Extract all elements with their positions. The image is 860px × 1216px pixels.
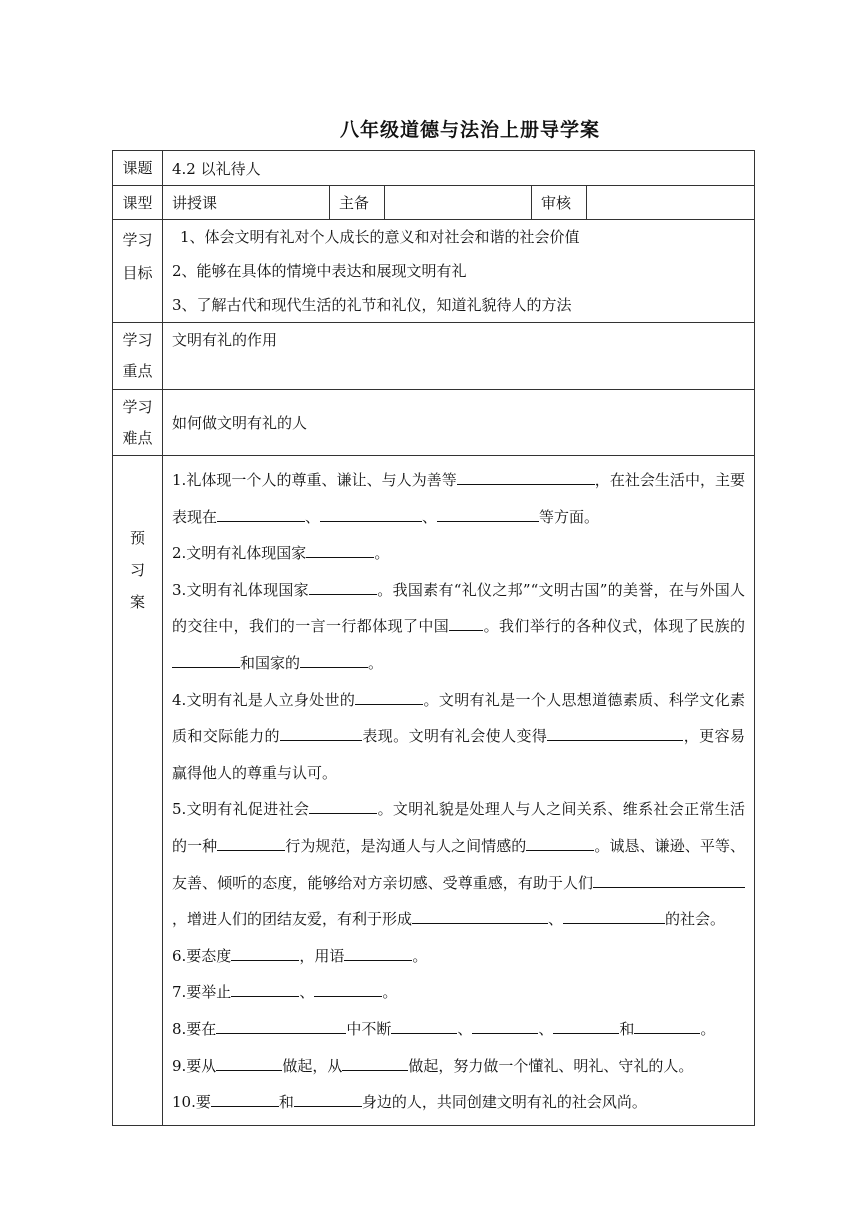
answer-blank [593, 872, 745, 888]
lesson-row [113, 151, 755, 186]
page-title [0, 115, 860, 142]
answer-blank [216, 1055, 282, 1071]
answer-blank [320, 506, 422, 522]
question-text: 。 [700, 1019, 716, 1038]
answer-blank [216, 1018, 346, 1034]
question-text: 八年级道德与法治上册导学案 [339, 119, 600, 141]
answer-blank [355, 689, 423, 705]
question-9 [172, 1048, 745, 1085]
question-text: 的社会。 [665, 910, 726, 929]
answer-blank [231, 981, 299, 997]
focus-label-line: 重点 [122, 362, 153, 380]
answer-blank [449, 615, 483, 631]
type-value: 讲授课 [163, 186, 330, 220]
answer-blank [437, 506, 539, 522]
answer-blank [563, 908, 665, 924]
answer-blank [309, 798, 377, 814]
goal-item: 3、了解古代和现代生活的礼节和礼仪，知道礼貌待人的方法 [172, 296, 572, 314]
main-label: 主备 [330, 186, 385, 220]
question-text: 。诚恳、谦逊、平等、友善、倾听的态度，能够给对方亲切感、受尊重感，有助于人们 [172, 836, 746, 892]
goal-item: 2、能够在具体的情境中表达和展现文明有礼 [172, 262, 467, 280]
question-text: 。文明有礼是一个人思想道德素质、科学文化素质和交际能力的 [172, 690, 746, 746]
answer-blank [526, 835, 594, 851]
difficulty-value: 如何做文明有礼的人 [163, 390, 755, 456]
answer-blank [412, 908, 548, 924]
focus-value: 文明有礼的作用 [163, 323, 755, 390]
question-text: 6.要态度 [172, 946, 232, 965]
lesson-label: 课题 [113, 151, 163, 186]
answer-blank [391, 1018, 457, 1034]
question-text: 做起，从 [282, 1056, 343, 1075]
question-8 [172, 1011, 745, 1048]
difficulty-label [113, 390, 163, 456]
question-text: 、 [457, 1019, 473, 1038]
answer-blank [306, 542, 374, 558]
answer-blank [280, 725, 362, 741]
question-text: 。 [374, 544, 390, 563]
preview-label [113, 456, 163, 1126]
question-text: 7.要举止 [172, 983, 232, 1002]
question-text: 、 [305, 507, 321, 526]
goal-item: 1、体会文明有礼对个人成长的意义和对社会和谐的社会价值 [180, 228, 580, 246]
question-text: 和 [619, 1019, 635, 1038]
question-text: 。 [368, 653, 384, 672]
question-text: 2.文明有礼体现国家 [172, 544, 307, 563]
question-text: 8.要在 [172, 1019, 217, 1038]
focus-label-line: 学习 [122, 331, 153, 349]
answer-blank [294, 1091, 362, 1107]
question-10 [172, 1084, 745, 1121]
question-text: 4.文明有礼是人立身处世的 [172, 690, 356, 709]
question-text: 身边的人，共同创建文明有礼的社会风尚。 [361, 1093, 647, 1112]
answer-blank [172, 652, 240, 668]
answer-blank [457, 469, 595, 485]
question-3 [172, 572, 745, 682]
question-text: 和国家的 [240, 653, 301, 672]
answer-blank [344, 945, 412, 961]
answer-blank [211, 1091, 279, 1107]
goals-label [113, 220, 163, 323]
question-text: 。我们举行的各种仪式，体现了民族的 [483, 617, 746, 636]
goals-list [163, 220, 755, 323]
question-2 [172, 535, 745, 572]
question-text: 。 [412, 946, 428, 965]
focus-label [113, 323, 163, 390]
question-text: 5.文明有礼促进社会 [172, 800, 310, 819]
question-text: 做起，努力做一个懂礼、明礼、守礼的人。 [408, 1056, 694, 1075]
question-text: 3.文明有礼体现国家 [172, 580, 309, 599]
question-text: 1.礼体现一个人的尊重、谦让、与人为善等 [172, 471, 457, 489]
question-4 [172, 682, 745, 792]
question-text: 。文明礼貌是处理人与人之间关系、维系社会正常生活的一种 [172, 800, 746, 855]
difficulty-row [113, 390, 755, 456]
answer-blank [309, 579, 377, 595]
difficulty-label-line: 学习 [122, 397, 153, 416]
lesson-value: 4.2 以礼待人 [163, 151, 755, 186]
question-text: 等方面。 [539, 507, 600, 526]
answer-blank [634, 1018, 700, 1034]
question-text: 、 [299, 983, 315, 1002]
answer-blank [217, 506, 305, 522]
answer-blank [553, 1018, 619, 1034]
study-guide-table [112, 150, 755, 1126]
preview-label-char: 预 [129, 529, 145, 547]
review-label: 审核 [532, 186, 587, 220]
goals-row [113, 220, 755, 323]
focus-row [113, 323, 755, 390]
goals-label-line: 目标 [122, 264, 153, 282]
question-text: 10.要 [172, 1093, 211, 1112]
question-text: 。我国素有“礼仪之邦”“文明古国”的美誉，在与外国人的交往中，我们的一言一行都体现了中国 [172, 580, 746, 636]
review-value [587, 186, 755, 220]
question-7 [172, 974, 745, 1011]
question-text: 中不断 [346, 1019, 392, 1038]
answer-blank [300, 652, 368, 668]
question-6 [172, 938, 745, 975]
question-text: 和 [278, 1093, 294, 1112]
question-text: 。 [382, 983, 398, 1002]
preview-questions [163, 456, 755, 1126]
question-text: ，用语 [299, 946, 345, 965]
question-1 [172, 462, 745, 535]
question-text: 行为规范，是沟通人与人之间情感的 [285, 836, 527, 855]
answer-blank [547, 725, 683, 741]
answer-blank [342, 1055, 408, 1071]
goals-label-line: 学习 [122, 231, 153, 249]
question-text: 、 [548, 910, 564, 929]
preview-label-char: 习 [129, 561, 145, 579]
question-text: 、 [422, 507, 438, 526]
answer-blank [472, 1018, 538, 1034]
preview-label-char: 案 [129, 593, 145, 611]
preview-row [113, 456, 755, 1126]
answer-blank [217, 835, 285, 851]
question-text: 、 [538, 1019, 554, 1038]
type-row [113, 186, 755, 220]
question-text: 9.要从 [172, 1056, 217, 1075]
main-value [385, 186, 532, 220]
question-text: ，增进人们的团结友爱，有利于形成 [172, 910, 413, 929]
question-text: ，在社会生活中，主要表现在 [172, 471, 746, 526]
question-text: ，更容易赢得他人的尊重与认可。 [172, 727, 746, 782]
type-label: 课型 [113, 186, 163, 220]
question-5 [172, 791, 745, 937]
question-text: 表现。文明有礼会使人变得 [361, 727, 548, 746]
answer-blank [314, 981, 382, 997]
answer-blank [231, 945, 299, 961]
difficulty-label-line: 难点 [122, 428, 153, 447]
